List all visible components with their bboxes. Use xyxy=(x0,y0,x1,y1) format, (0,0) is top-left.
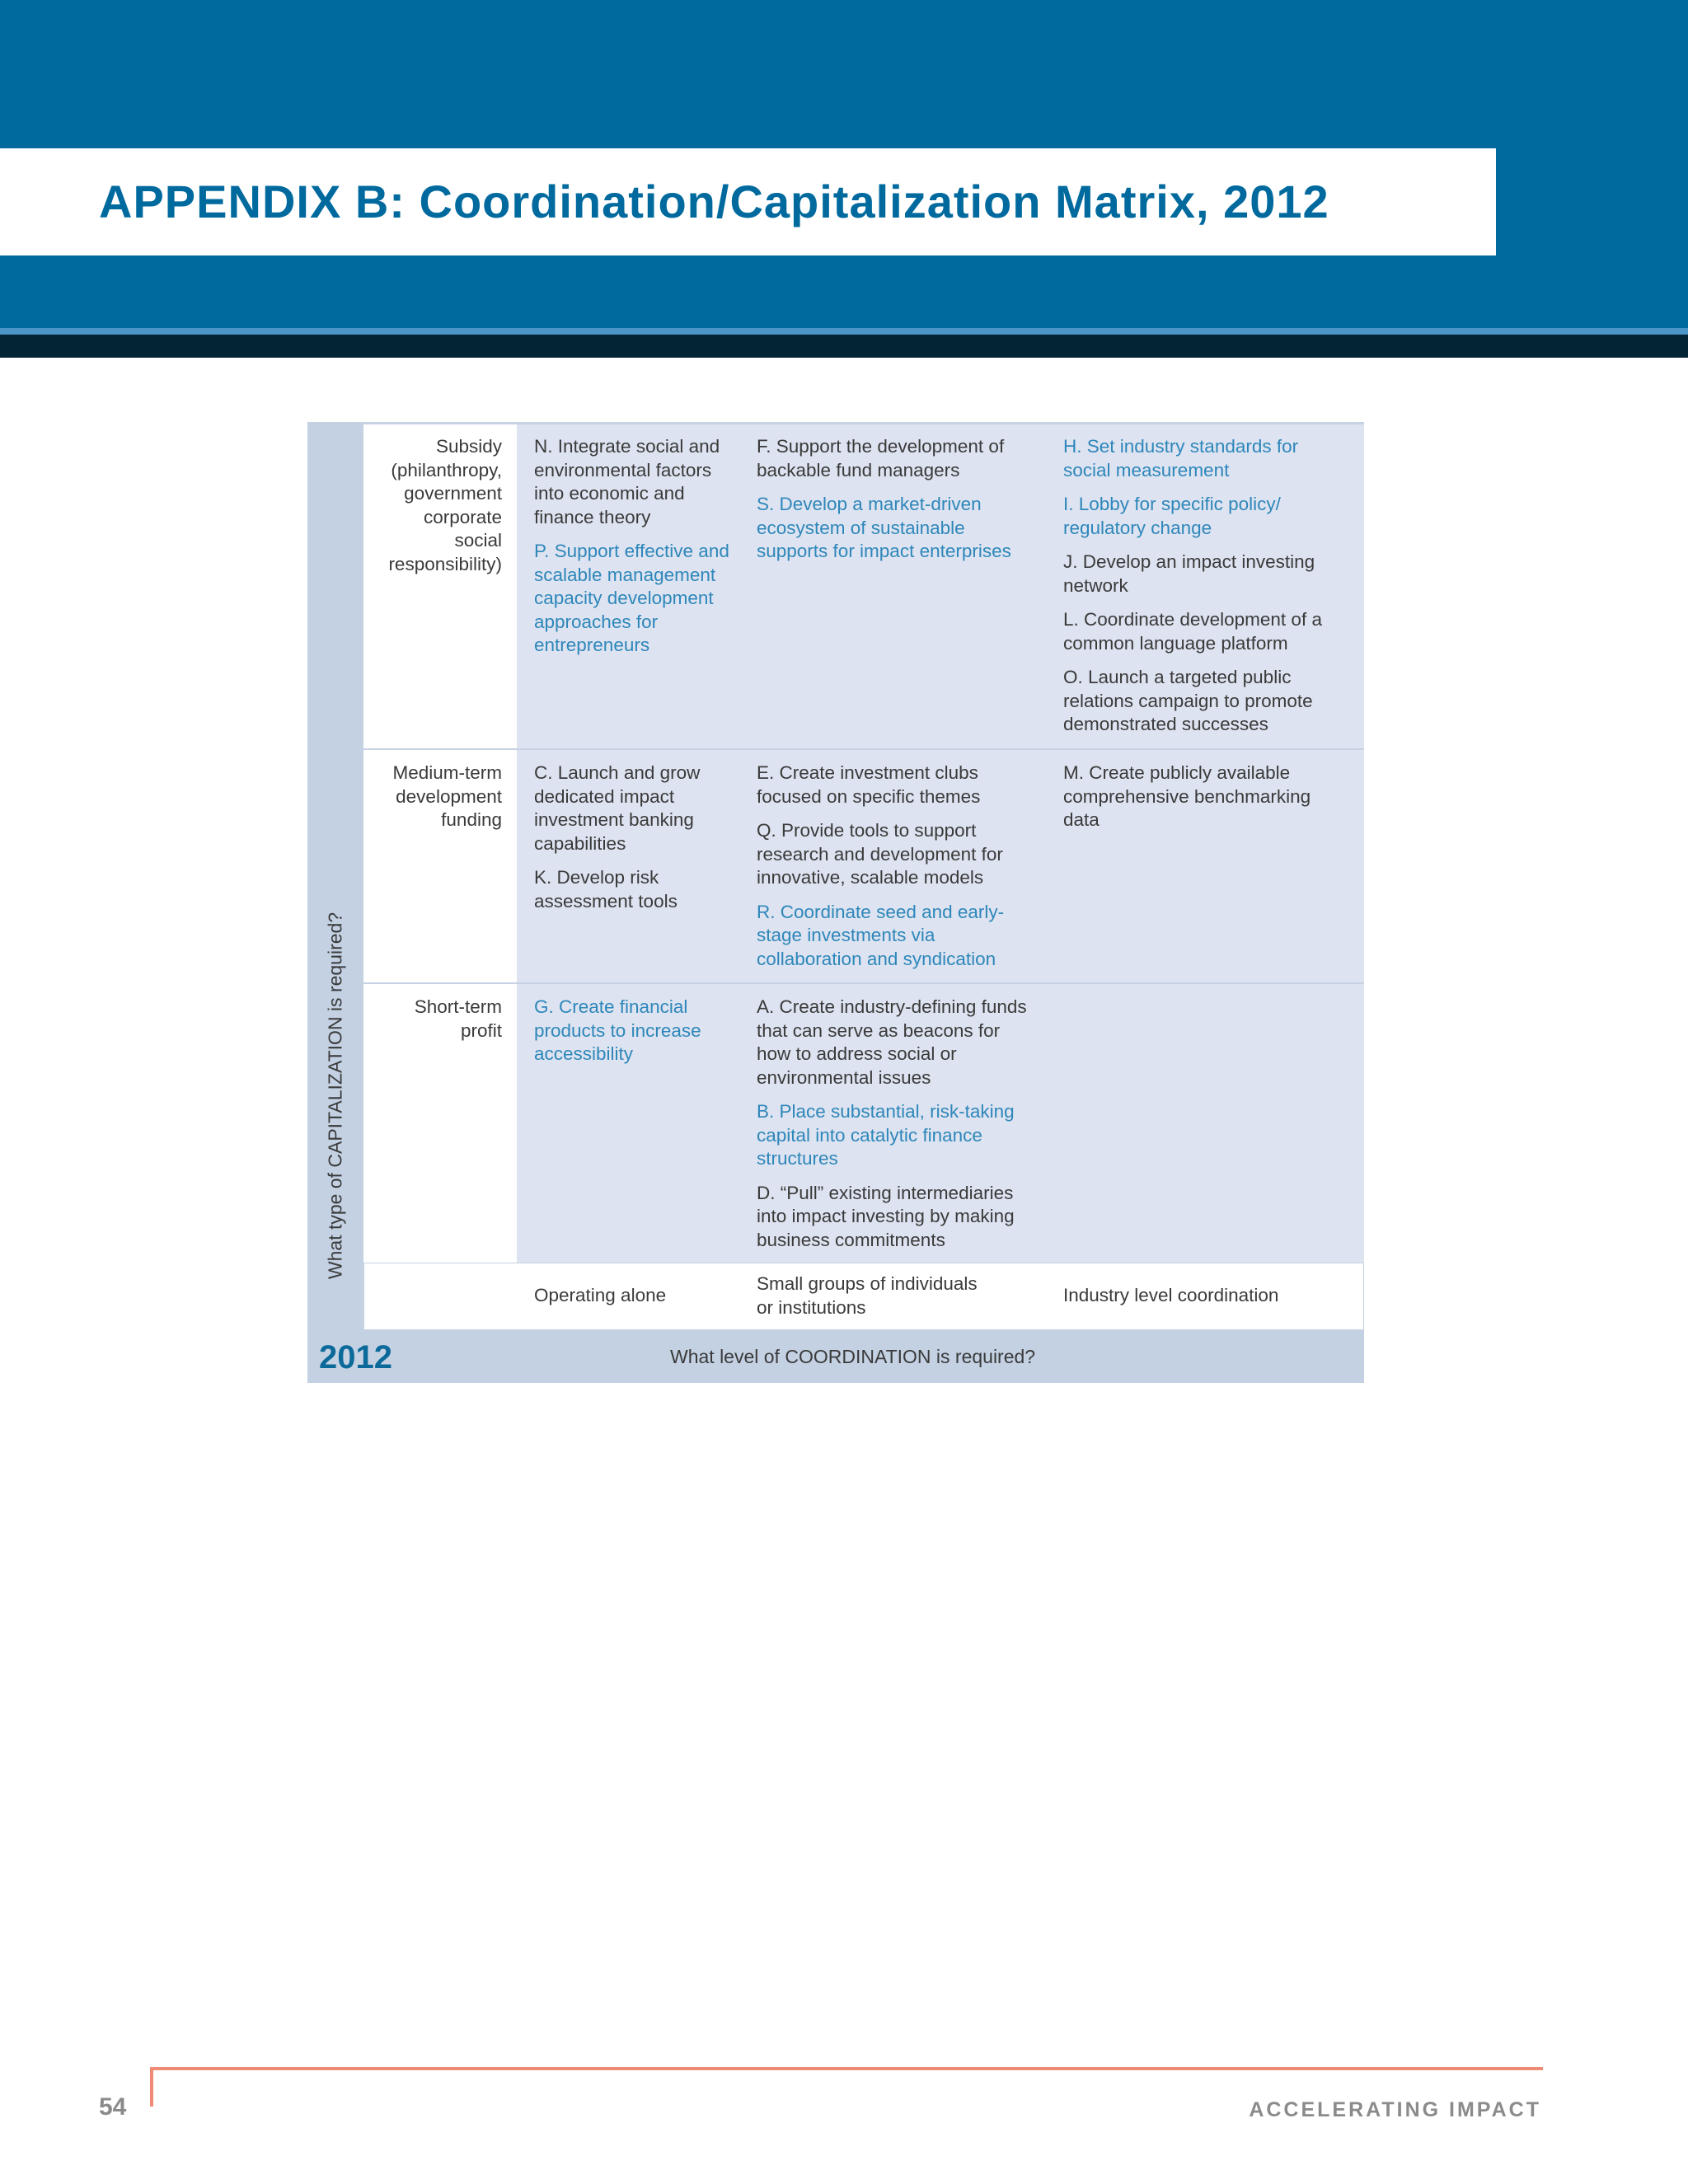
column-header-operating-alone: Operating alone xyxy=(534,1285,667,1305)
row-label-short-term: Short-term profit xyxy=(414,996,502,1041)
column-header-small-groups: Small groups of individuals or institutions xyxy=(757,1273,978,1318)
matrix-item: O. Launch a targeted public relations campaign to promote demonstrated successes xyxy=(1063,667,1313,734)
matrix-item: A. Create industry-defining funds that can serve as beacons for how to address social or environmental issues xyxy=(757,996,1027,1088)
matrix-item: B. Place substantial, risk-taking capital into catalytic finance structures xyxy=(757,1101,1015,1169)
matrix-item: S. Develop a market-driven ecosystem of sustainable supports for impact enterprises xyxy=(757,494,1011,561)
footer-rule-tick xyxy=(150,2067,153,2107)
cell-subsidy-small-groups xyxy=(757,435,1029,574)
cell-subsidy-operating-alone xyxy=(534,435,736,668)
matrix-item: Q. Provide tools to support research and development for innovative, scalable models xyxy=(757,820,1003,888)
row-label-medium-term: Medium-term development funding xyxy=(392,762,502,830)
matrix-item: P. Support effective and scalable management capacity development approaches for entrepreneurs xyxy=(534,541,729,655)
matrix-item: R. Coordinate seed and early-stage investments via collaboration and syndication xyxy=(757,901,1005,969)
running-title: ACCELERATING IMPACT xyxy=(1249,2098,1541,2121)
cell-short-term-operating-alone xyxy=(534,996,736,1077)
matrix-top-border xyxy=(363,422,1364,424)
page-number: 54 xyxy=(99,2093,127,2121)
matrix-year: 2012 xyxy=(319,1339,392,1376)
cell-medium-term-industry-level xyxy=(1063,762,1348,843)
matrix-item: F. Support the development of backable fund managers xyxy=(757,436,1005,480)
matrix-item: J. Develop an impact investing network xyxy=(1063,551,1315,596)
matrix-item: M. Create publicly available comprehensive benchmarking data xyxy=(1063,762,1311,830)
matrix-item: H. Set industry standards for social measurement xyxy=(1063,436,1299,480)
column-header-industry-level: Industry level coordination xyxy=(1063,1285,1279,1305)
matrix-item: L. Coordinate development of a common language platform xyxy=(1063,609,1322,654)
matrix-item: E. Create investment clubs focused on specific themes xyxy=(757,762,981,807)
matrix-item: C. Launch and grow dedicated impact investment banking capabilities xyxy=(534,762,701,854)
page-title: APPENDIX B: Coordination/Capitalization Matrix, 2012 xyxy=(99,176,1329,227)
row-label-subsidy: Subsidy (philanthropy, government corporate social responsibility) xyxy=(388,436,502,574)
x-axis-label: What level of COORDINATION is required? xyxy=(670,1346,1036,1367)
footer-rule xyxy=(150,2067,1543,2070)
matrix-item: N. Integrate social and environmental factors into economic and finance theory xyxy=(534,436,720,527)
cell-medium-term-small-groups xyxy=(757,762,1029,982)
cell-medium-term-operating-alone xyxy=(534,762,736,924)
header-accent-line xyxy=(0,328,1688,335)
matrix-item: G. Create financial products to increase accessibility xyxy=(534,996,701,1064)
cell-subsidy-industry-level xyxy=(1063,435,1348,748)
matrix-item: I. Lobby for specific policy/ regulatory change xyxy=(1063,494,1281,538)
row-divider xyxy=(363,748,1364,750)
header-dark-line xyxy=(0,335,1688,358)
matrix-item: K. Develop risk assessment tools xyxy=(534,867,678,912)
y-axis-label: What type of CAPITALIZATION is required? xyxy=(324,912,346,1280)
cell-short-term-small-groups xyxy=(757,996,1029,1263)
row-divider xyxy=(363,982,1364,984)
coordination-capitalization-matrix xyxy=(307,422,1364,1383)
matrix-item: D. “Pull” existing intermediaries into impact investing by making business commitments xyxy=(757,1182,1015,1250)
